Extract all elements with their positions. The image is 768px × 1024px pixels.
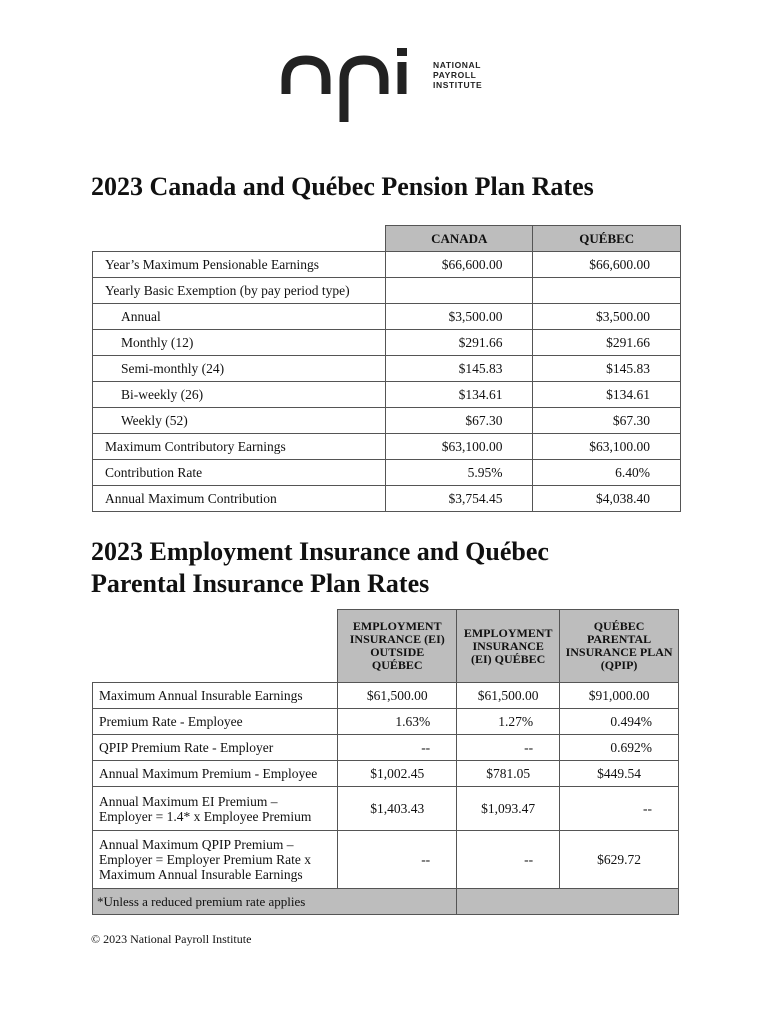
header-line: (EI) QUÉBEC	[470, 651, 546, 666]
cpp-rates-table	[92, 225, 681, 512]
ei-title	[91, 536, 691, 600]
qpip-value: --	[560, 787, 679, 831]
ei-outside-value: $1,002.45	[338, 761, 457, 787]
footnote-blank	[457, 889, 679, 915]
row-label: Premium Rate - Employee	[93, 709, 338, 735]
qpip-value: 0.494%	[560, 709, 679, 735]
row-label: Annual Maximum Contribution	[93, 486, 386, 512]
table-row	[93, 382, 681, 408]
quebec-value: $134.61	[533, 382, 681, 408]
header-line: EMPLOYMENT	[463, 625, 553, 640]
qpip-value: $629.72	[560, 831, 679, 889]
table-row	[93, 683, 679, 709]
ei-header-outside-quebec	[338, 610, 457, 683]
quebec-value: $63,100.00	[533, 434, 681, 460]
quebec-value: $4,038.40	[533, 486, 681, 512]
row-label-line: Employer = Employer Premium Rate x	[99, 852, 311, 867]
row-label: Maximum Annual Insurable Earnings	[93, 683, 338, 709]
row-label	[93, 787, 338, 831]
quebec-value: $145.83	[533, 356, 681, 382]
logo-line-2: PAYROLL	[433, 70, 477, 80]
table-row	[93, 831, 679, 889]
cpp-title: 2023 Canada and Québec Pension Plan Rates	[91, 172, 594, 201]
table-row	[93, 304, 681, 330]
canada-value: $291.66	[385, 330, 533, 356]
row-label: Annual Maximum Premium - Employee	[93, 761, 338, 787]
table-row	[93, 761, 679, 787]
ei-header-blank	[93, 610, 338, 683]
cpp-header-blank	[93, 226, 386, 252]
npi-logo	[280, 46, 490, 124]
logo-wordmark	[433, 60, 482, 90]
ei-outside-value: $1,403.43	[338, 787, 457, 831]
canada-value: $63,100.00	[385, 434, 533, 460]
canada-value: $67.30	[385, 408, 533, 434]
ei-quebec-value: $61,500.00	[457, 683, 560, 709]
row-label: Weekly (52)	[93, 408, 386, 434]
row-label-line: Maximum Annual Insurable Earnings	[99, 867, 303, 882]
ei-quebec-value: --	[457, 735, 560, 761]
ei-outside-value: 1.63%	[338, 709, 457, 735]
table-row	[93, 252, 681, 278]
canada-value: $134.61	[385, 382, 533, 408]
header-line: QUÉBEC	[593, 619, 645, 633]
table-row	[93, 486, 681, 512]
quebec-value: 6.40%	[533, 460, 681, 486]
row-label: QPIP Premium Rate - Employer	[93, 735, 338, 761]
quebec-value: $66,600.00	[533, 252, 681, 278]
ei-outside-value: $61,500.00	[338, 683, 457, 709]
qpip-value: $449.54	[560, 761, 679, 787]
header-line: INSURANCE	[472, 638, 544, 653]
row-label-line: Employer = 1.4* x Employee Premium	[99, 808, 312, 824]
table-row	[93, 434, 681, 460]
row-label: Contribution Rate	[93, 460, 386, 486]
table-row	[93, 330, 681, 356]
logo-line-1: NATIONAL	[433, 60, 482, 70]
ei-header-row	[93, 610, 679, 683]
footnote: *Unless a reduced premium rate applies	[93, 889, 457, 915]
row-label	[93, 831, 338, 889]
ei-quebec-value: --	[457, 831, 560, 889]
row-label: Yearly Basic Exemption (by pay period type)	[93, 278, 386, 304]
ei-title-line-2: Parental Insurance Plan Rates	[91, 569, 430, 598]
copyright-footer: © 2023 National Payroll Institute	[91, 932, 252, 946]
cpp-header-row	[93, 226, 681, 252]
row-label: Annual	[93, 304, 386, 330]
table-row	[93, 787, 679, 831]
table-row	[93, 709, 679, 735]
qpip-value: $91,000.00	[560, 683, 679, 709]
quebec-value: $291.66	[533, 330, 681, 356]
ei-quebec-value: $1,093.47	[457, 787, 560, 831]
logo-line-3: INSTITUTE	[433, 80, 483, 90]
header-line: QUÉBEC	[371, 658, 423, 672]
canada-value: $66,600.00	[385, 252, 533, 278]
row-label-line: Annual Maximum QPIP Premium –	[99, 837, 294, 852]
header-line: INSURANCE PLAN	[565, 645, 673, 659]
qpip-value: 0.692%	[560, 735, 679, 761]
ei-outside-value: --	[338, 735, 457, 761]
cpp-header-canada: CANADA	[385, 226, 533, 252]
table-row	[93, 735, 679, 761]
npi-logo-mark	[280, 46, 430, 124]
canada-value	[385, 278, 533, 304]
table-row	[93, 356, 681, 382]
quebec-value: $3,500.00	[533, 304, 681, 330]
ei-qpip-rates-table	[92, 609, 679, 915]
canada-value: $3,754.45	[385, 486, 533, 512]
row-label: Monthly (12)	[93, 330, 386, 356]
header-line: OUTSIDE	[370, 645, 425, 659]
ei-header-quebec	[457, 610, 560, 683]
ei-title-line-1: 2023 Employment Insurance and Québec	[91, 537, 549, 566]
ei-outside-value: --	[338, 831, 457, 889]
quebec-value	[533, 278, 681, 304]
table-row	[93, 408, 681, 434]
quebec-value: $67.30	[533, 408, 681, 434]
table-row	[93, 278, 681, 304]
row-label: Bi-weekly (26)	[93, 382, 386, 408]
ei-quebec-value: 1.27%	[457, 709, 560, 735]
cpp-header-quebec: QUÉBEC	[533, 226, 681, 252]
row-label: Year’s Maximum Pensionable Earnings	[93, 252, 386, 278]
canada-value: $145.83	[385, 356, 533, 382]
header-line: INSURANCE (EI)	[349, 632, 445, 646]
table-row	[93, 460, 681, 486]
header-line: PARENTAL	[586, 632, 652, 646]
canada-value: $3,500.00	[385, 304, 533, 330]
canada-value: 5.95%	[385, 460, 533, 486]
header-line: EMPLOYMENT	[352, 619, 442, 633]
row-label-line: Annual Maximum EI Premium –	[99, 793, 278, 809]
header-line: (QPIP)	[600, 658, 638, 672]
ei-quebec-value: $781.05	[457, 761, 560, 787]
qpip-header	[560, 610, 679, 683]
row-label: Semi-monthly (24)	[93, 356, 386, 382]
row-label: Maximum Contributory Earnings	[93, 434, 386, 460]
footnote-row	[93, 889, 679, 915]
